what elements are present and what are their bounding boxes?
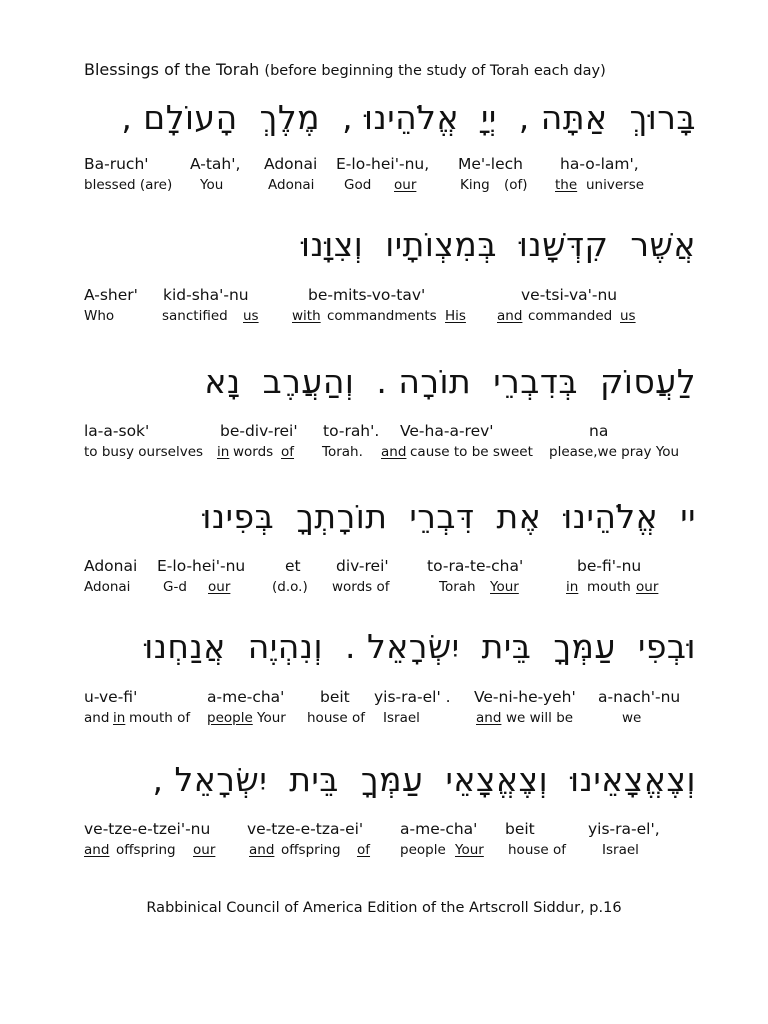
page-title (84, 60, 606, 79)
english-word: in (217, 444, 230, 460)
hebrew-word: יִשְׂרָאֵל . (344, 627, 460, 666)
translit-word: ve-tze-e-tza-ei' (247, 820, 364, 838)
english-word: Adonai (84, 579, 131, 595)
translit-word: ha-o-lam', (560, 155, 639, 173)
english-word: Torah (439, 579, 476, 595)
hebrew-word: וְצִוָּנוּ (301, 225, 364, 264)
translit-word: A-tah', (190, 155, 241, 173)
translit-word: Adonai (264, 155, 318, 173)
hebrew-word: בְּפִינוּ (202, 497, 275, 536)
hebrew-word: וּבְפִי (637, 627, 696, 666)
hebrew-word: תוֹרָה . (376, 362, 472, 401)
hebrew-word: עַמְּךָ (360, 760, 424, 799)
hebrew-word: דִּבְרֵי (409, 497, 475, 536)
hebrew-line-5 (144, 627, 696, 666)
english-word: universe (586, 177, 645, 193)
english-word: us (620, 308, 636, 324)
translit-word: E-lo-hei'-nu, (336, 155, 430, 173)
translit-word: Me'-lech (458, 155, 523, 173)
hebrew-word: אֱלֹהֵינוּ (563, 497, 659, 536)
hebrew-word: יִשְׂרָאֵל , (152, 760, 268, 799)
english-word: our (208, 579, 231, 595)
hebrew-word: אֲנַחְנוּ (144, 627, 226, 666)
translit-word: yis-ra-el', (588, 820, 660, 838)
english-word: house of (508, 842, 567, 858)
english-word: house of (307, 710, 366, 726)
translit-word: A-sher' (84, 286, 138, 304)
english-word: cause to be sweet (410, 444, 533, 460)
english-word: of (357, 842, 371, 858)
hebrew-word: תוֹרָתְךָ (296, 497, 388, 536)
english-word: mouth of (129, 710, 191, 726)
hebrew-word: בְּמִצְוֹתָיו (385, 225, 497, 264)
hebrew-word: בָּרוּךְ (629, 98, 696, 137)
hebrew-word: עַמְּךָ (553, 627, 616, 666)
source-citation: Rabbinical Council of America Edition of the Artscroll Siddur, p.16 (146, 900, 622, 916)
english-word: Torah. (322, 444, 363, 460)
translit-word: la-a-sok' (84, 422, 150, 440)
english-word: words (233, 444, 274, 460)
hebrew-word: יי (680, 497, 696, 536)
hebrew-word: וְנִהְיֶה (247, 627, 323, 666)
hebrew-line-6 (153, 760, 696, 799)
english-word: God (344, 177, 372, 193)
english-word: Your (490, 579, 519, 595)
english-word: people (207, 710, 253, 726)
translit-word: u-ve-fi' (84, 688, 138, 706)
translit-word: yis-ra-el' . (374, 688, 451, 706)
english-word: of (281, 444, 295, 460)
english-word: and (84, 710, 110, 726)
hebrew-line-1 (121, 98, 696, 137)
hebrew-word: לַעֲסוֹק (599, 362, 696, 401)
translit-word: et (285, 557, 301, 575)
english-word: us (243, 308, 259, 324)
english-word: offspring (116, 842, 176, 858)
hebrew-word: הָעוֹלָם , (121, 98, 238, 137)
hebrew-word: אַתָּה , (518, 98, 608, 137)
translit-word: beit (505, 820, 535, 838)
english-word: Who (84, 308, 115, 324)
translit-word: Adonai (84, 557, 138, 575)
english-word: G-d (163, 579, 187, 595)
english-word: commanded (528, 308, 613, 324)
translit-word: a-me-cha' (400, 820, 478, 838)
english-word: we will be (506, 710, 574, 726)
translit-word: Ve-ni-he-yeh' (474, 688, 576, 706)
english-word: our (394, 177, 417, 193)
hebrew-word: וְהַעֲרֶב (262, 362, 355, 401)
hebrew-word: אֶת (496, 497, 542, 536)
english-word: our (193, 842, 216, 858)
hebrew-word: אֱלֹהֵינוּ , (342, 98, 460, 137)
translit-word: ve-tze-e-tzei'-nu (84, 820, 211, 838)
english-word: offspring (281, 842, 341, 858)
english-word: we (622, 710, 642, 726)
english-word: to busy ourselves (84, 444, 204, 460)
translit-word: ve-tsi-va'-nu (521, 286, 618, 304)
english-word: and (497, 308, 523, 324)
translit-word: to-ra-te-cha' (427, 557, 524, 575)
english-word: sanctified (162, 308, 228, 324)
english-word: Your (455, 842, 484, 858)
english-word: You (200, 177, 224, 193)
title-subtitle: (before beginning the study of Torah each day) (264, 63, 606, 79)
english-word: the (555, 177, 578, 193)
translit-word: a-nach'-nu (598, 688, 681, 706)
translit-word: div-rei' (336, 557, 389, 575)
english-word: (of) (504, 177, 528, 193)
hebrew-word: בְּדִבְרֵי (493, 362, 578, 401)
english-word: please,we pray You (549, 444, 680, 460)
translit-word: beit (320, 688, 350, 706)
hebrew-word: בֵּית (481, 627, 532, 666)
hebrew-line-4 (202, 497, 696, 536)
hebrew-word: וְצֶאֱצָאֵי (445, 760, 549, 799)
hebrew-word: אֲשֶׁר (630, 225, 696, 264)
english-word: mouth (587, 579, 631, 595)
translit-word: Ve-ha-a-rev' (400, 422, 494, 440)
english-word: Your (257, 710, 286, 726)
hebrew-word: מֶלֶךְ (259, 98, 321, 137)
english-word: and (476, 710, 502, 726)
translit-word: E-lo-hei'-nu (157, 557, 246, 575)
translit-word: na (589, 422, 609, 440)
hebrew-word: יְיָ (481, 98, 497, 137)
english-word: Israel (383, 710, 420, 726)
english-word: words of (332, 579, 390, 595)
translit-word: be-div-rei' (220, 422, 298, 440)
english-word: Israel (602, 842, 639, 858)
english-word: people (400, 842, 446, 858)
translit-word: Ba-ruch' (84, 155, 149, 173)
english-word: and (84, 842, 110, 858)
translit-word: be-fi'-nu (577, 557, 642, 575)
title-main: Blessings of the Torah (84, 60, 260, 79)
english-word: Adonai (268, 177, 315, 193)
english-word: blessed (are) (84, 177, 173, 193)
english-word: and (249, 842, 275, 858)
english-word: commandments (327, 308, 437, 324)
english-word: His (445, 308, 466, 324)
english-word: (d.o.) (272, 579, 308, 595)
english-word: in (113, 710, 126, 726)
english-word: our (636, 579, 659, 595)
hebrew-line-3 (204, 362, 696, 401)
english-word: with (292, 308, 321, 324)
hebrew-word: נָא (204, 362, 241, 401)
translit-word: kid-sha'-nu (163, 286, 249, 304)
translit-word: a-me-cha' (207, 688, 285, 706)
translit-word: to-rah'. (323, 422, 380, 440)
hebrew-word: קִדְּשָׁנוּ (518, 225, 609, 264)
english-word: in (566, 579, 579, 595)
hebrew-line-2 (301, 225, 696, 264)
english-word: and (381, 444, 407, 460)
hebrew-word: וְצֶאֱצָאֵינוּ (570, 760, 696, 799)
english-word: King (460, 177, 490, 193)
hebrew-word: בֵּית (289, 760, 339, 799)
translit-word: be-mits-vo-tav' (308, 286, 426, 304)
